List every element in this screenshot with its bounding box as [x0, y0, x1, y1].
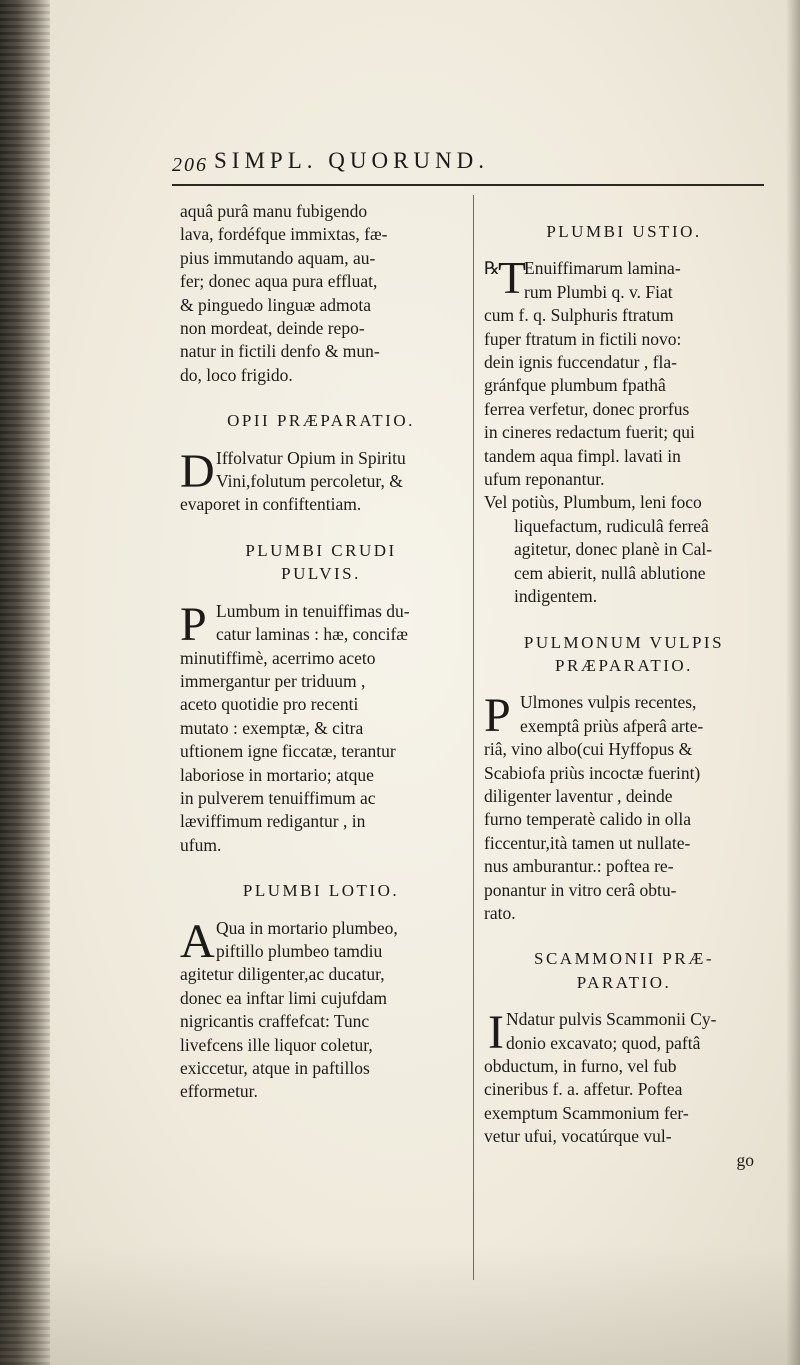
text-line: obductum, in furno, vel fub — [484, 1056, 677, 1076]
text-line: rato. — [484, 902, 516, 923]
text-line: agitetur, donec planè in Cal- — [514, 539, 713, 560]
left-column — [180, 200, 462, 1104]
section-heading: PLUMBI CRUDI — [245, 540, 397, 560]
page-bottom-shadow — [0, 1245, 800, 1365]
text-line: minutiffimè, acerrimo aceto — [180, 647, 376, 668]
section-paragraph — [180, 914, 462, 1104]
text-line: ponantur in vitro cerâ obtu- — [484, 879, 677, 900]
text-line: vetur ufui, vocatúrque vul- — [484, 1126, 672, 1147]
text-line: livefcens ille liquor coletur, — [180, 1034, 373, 1055]
drop-cap: T — [498, 252, 527, 304]
text-line: ficcentur,ità tamen ut nullate- — [484, 832, 691, 853]
running-head-title: SIMPL. QUORUND. — [214, 148, 489, 173]
text-line: Lumbum in tenuiffimas du- — [216, 600, 410, 621]
section-heading-line2: PULVIS. — [281, 564, 361, 584]
text-line: exemptâ priùs afperâ arte- — [520, 715, 704, 736]
text-line: diligenter laventur , deinde — [484, 785, 673, 806]
text-line: do, loco frigido. — [180, 364, 293, 385]
drop-cap: P — [180, 597, 207, 651]
page-edge-shadow — [786, 0, 800, 1365]
book-spine — [0, 0, 50, 1365]
text-line: in pulverem tenuiffimum ac — [180, 787, 376, 808]
text-line: pius immutando aquam, au- — [180, 247, 376, 268]
text-line: exiccetur, atque in paftillos — [180, 1058, 370, 1078]
text-line: lava, fordéfque immixtas, fæ- — [180, 224, 388, 245]
text-line: rum Plumbi q. v. Fiat — [524, 281, 673, 302]
drop-cap: D — [180, 444, 215, 498]
text-line: Iffolvatur Opium in Spiritu — [216, 447, 406, 468]
text-line: ufum. — [180, 834, 222, 855]
text-line: piftillo plumbeo tamdiu — [216, 940, 383, 961]
text-line: immergantur per triduum , — [180, 670, 366, 691]
intro-paragraph — [180, 200, 462, 387]
drop-cap: I — [488, 1006, 504, 1060]
header-rule — [172, 184, 764, 186]
text-fragment: Enuiffimarum lamina- — [524, 258, 681, 279]
text-line: cum f. q. Sulphuris ftratum — [484, 305, 674, 326]
text-line: dein ignis fuccendatur , fla- — [484, 352, 677, 373]
section-heading: SCAMMONII PRÆ- — [534, 949, 714, 969]
text-line: cem abierit, nullâ ablutione — [514, 562, 706, 583]
text-line: Qua in mortario plumbeo, — [216, 917, 398, 938]
text-line: Ulmones vulpis recentes, — [520, 692, 697, 713]
text-line: exemptum Scammonium fer- — [484, 1102, 689, 1123]
text-line: efformetur. — [180, 1081, 258, 1102]
text-line: uftionem igne ficcatæ, terantur — [180, 741, 396, 762]
text-line: Ndatur pulvis Scammonii Cy- — [506, 1009, 717, 1030]
text-line: liquefactum, rudiculâ ferreâ — [514, 515, 709, 536]
text-line: læviffimum redigantur , in — [180, 811, 366, 832]
page-number: 206 — [172, 154, 208, 176]
section-heading: PLUMBI USTIO. — [546, 222, 702, 241]
text-line: in cineres redactum fuerit; qui — [484, 422, 695, 443]
text-line: gránfque plumbum fpathâ — [484, 375, 666, 396]
section-heading: PULMONUM VULPIS — [523, 632, 725, 652]
text-line: & pinguedo linguæ admota — [180, 294, 372, 315]
text-line: fuper ftratum in fictili novo: — [484, 328, 682, 349]
section-heading: PLUMBI LOTIO. — [242, 881, 400, 901]
text-line: furno temperatè calido in olla — [484, 809, 692, 830]
text-line: donec ea inftar limi cujufdam — [180, 987, 388, 1008]
text-line: ufum reponantur. — [484, 469, 605, 490]
drop-cap: P — [484, 689, 511, 743]
text-line: Scabiofa priùs incoctæ fuerint) — [484, 762, 701, 783]
section-paragraph — [180, 597, 462, 857]
section-heading: OPII PRÆPARATIO. — [227, 411, 415, 431]
text-line: laboriose in mortario; atque — [180, 764, 374, 785]
text-line: non mordeat, deinde repo- — [180, 318, 365, 339]
section-paragraph — [180, 444, 462, 517]
text-line: natur in fictili denfo & mun- — [180, 341, 380, 362]
recipe-symbol: ℞ — [484, 258, 500, 279]
text-line: Vel potiùs, Plumbum, leni foco — [484, 492, 702, 513]
section-heading-line2: PRÆPARATIO. — [555, 655, 693, 675]
text-line: tandem aqua fimpl. lavati in — [484, 445, 681, 466]
text-line: riâ, vino albo(cui Hyffopus & — [484, 739, 693, 760]
text-line: agitetur diligenter,ac ducatur, — [180, 964, 385, 985]
section-paragraph — [484, 252, 764, 608]
text-line: nus amburantur.: poftea re- — [484, 856, 674, 877]
text-line: mutato : exemptæ, & citra — [180, 717, 364, 738]
section-heading-line2: PARATIO. — [576, 972, 672, 992]
text-line: fer; donec aqua pura effluat, — [180, 271, 378, 292]
catchword: go — [736, 1149, 754, 1170]
text-line: Vini,folutum percoletur, & — [216, 471, 403, 492]
column-divider — [473, 195, 474, 1280]
text-line: aquâ purâ manu fubigendo — [180, 201, 368, 221]
running-header — [172, 148, 792, 184]
section-paragraph — [484, 1008, 764, 1172]
text-line: indigentem. — [514, 586, 598, 607]
text-line: ferrea verfetur, donec prorfus — [484, 398, 690, 419]
text-line: catur laminas : hæ, concifæ — [216, 624, 408, 645]
text-line: aceto quotidie pro recenti — [180, 694, 359, 715]
right-column — [484, 220, 764, 1172]
text-line: nigricantis craffefcat: Tunc — [180, 1011, 370, 1032]
text-line: donio excavato; quod, paftâ — [506, 1032, 701, 1053]
text-line: evaporet in confiftentiam. — [180, 494, 362, 515]
drop-cap: A — [180, 914, 215, 968]
section-paragraph — [484, 691, 764, 925]
text-line: cineribus f. a. affetur. Poftea — [484, 1079, 683, 1100]
